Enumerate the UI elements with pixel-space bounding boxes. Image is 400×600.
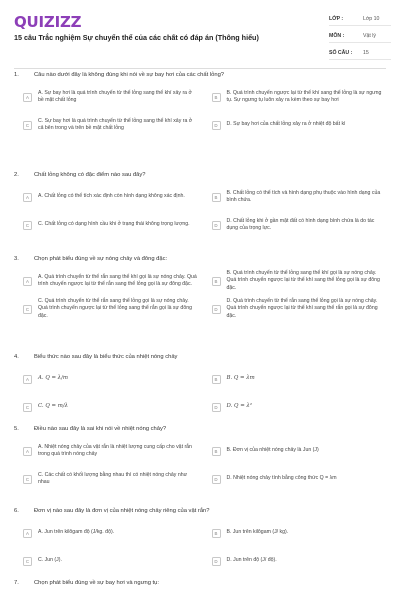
- option-letter-box[interactable]: A: [23, 93, 32, 102]
- option-text: A. Q = λ/m: [38, 375, 69, 382]
- answer-option-c[interactable]: [23, 114, 198, 136]
- answer-option-b[interactable]: [212, 186, 387, 208]
- option-text: D. Jun trên độ (J/ độ).: [226, 557, 277, 564]
- question-2: [0, 172, 400, 236]
- answer-options: [0, 368, 400, 418]
- option-text: B. Q = λm: [226, 375, 255, 382]
- question-header: [0, 426, 400, 432]
- header-divider: [14, 68, 386, 69]
- answer-option-b[interactable]: [212, 522, 387, 544]
- option-letter-box[interactable]: B: [212, 277, 221, 286]
- question-number: 3.: [14, 256, 19, 262]
- meta-value: 15: [363, 50, 369, 56]
- option-letter-box[interactable]: C: [23, 557, 32, 566]
- option-text: C. Jun (J).: [38, 557, 62, 564]
- question-number: 4.: [14, 354, 19, 360]
- option-text: A. Sự bay hơi là quá trình chuyển từ thể lỏng sang thể khí xảy ra ở bề mặt chất lỏng: [38, 89, 192, 103]
- question-6: [0, 508, 400, 572]
- question-7: [0, 580, 400, 586]
- question-text: Điều nào sau đây là sai khi nói về nhiệt nóng chảy?: [34, 426, 167, 432]
- question-number: 6.: [14, 508, 19, 514]
- answer-option-c[interactable]: [23, 468, 198, 490]
- option-letter-box[interactable]: A: [23, 529, 32, 538]
- answer-option-b[interactable]: [212, 368, 387, 390]
- question-5: [0, 426, 400, 490]
- option-letter-box[interactable]: B: [212, 529, 221, 538]
- option-text: D. Chất lỏng khi ở gần mặt đất có hình dạng bình chứa là do tác dụng của trọng lực.: [226, 217, 375, 231]
- answer-option-b[interactable]: [212, 440, 387, 462]
- option-text: C. Các chất có khối lượng bằng nhau thì có nhiệt nóng chảy như nhau: [38, 471, 188, 485]
- answer-option-d[interactable]: [212, 214, 387, 236]
- option-letter-box[interactable]: A: [23, 447, 32, 456]
- answer-options: [0, 186, 400, 236]
- answer-option-d[interactable]: [212, 550, 387, 572]
- answer-option-c[interactable]: [23, 550, 198, 572]
- option-letter-box[interactable]: D: [212, 475, 221, 484]
- meta-value: Lớp 10: [363, 16, 380, 22]
- answer-option-d[interactable]: [212, 114, 387, 136]
- option-letter-box[interactable]: D: [212, 557, 221, 566]
- question-header: [0, 580, 400, 586]
- option-letter-box[interactable]: B: [212, 375, 221, 384]
- option-letter-box[interactable]: D: [212, 121, 221, 130]
- answer-options: [0, 86, 400, 136]
- question-number: 7.: [14, 580, 19, 586]
- meta-row-class: [329, 13, 391, 26]
- question-text: Đơn vị nào sau đây là đơn vị của nhiệt nóng chảy riêng của vật rắn?: [34, 508, 210, 514]
- question-number: 2.: [14, 172, 19, 178]
- answer-option-a[interactable]: [23, 186, 198, 208]
- option-text: B. Chất lỏng có thể tích và hình dạng phụ thuộc vào hình dạng của bình chứa.: [226, 189, 381, 203]
- question-header: [0, 508, 400, 514]
- question-text: Biểu thức nào sau đây là biểu thức của nhiệt nóng chảy: [34, 354, 178, 360]
- question-1: [0, 72, 400, 136]
- question-text: Câu nào dưới đây là không đúng khi nói về sự bay hơi của các chất lỏng?: [34, 72, 225, 78]
- question-header: [0, 354, 400, 360]
- answer-option-a[interactable]: [23, 522, 198, 544]
- answer-option-c[interactable]: [23, 214, 198, 236]
- option-letter-box[interactable]: B: [212, 93, 221, 102]
- meta-label: LỚP :: [329, 16, 344, 22]
- question-text: Chọn phát biểu đúng về sự bay hơi và ngưng tụ:: [34, 580, 160, 586]
- answer-option-a[interactable]: [23, 270, 198, 292]
- answer-option-d[interactable]: [212, 298, 387, 320]
- option-text: D. Q = λ²: [226, 403, 252, 410]
- meta-row-count: [329, 47, 391, 60]
- question-text: Chọn phát biểu đúng về sự nóng chảy và đông đặc:: [34, 256, 168, 262]
- worksheet-title: 15 câu Trắc nghiệm Sự chuyển thể của các chất có đáp án (Thông hiểu): [14, 33, 259, 42]
- worksheet-header: [0, 0, 400, 68]
- answer-option-d[interactable]: [212, 396, 387, 418]
- question-4: [0, 354, 400, 418]
- option-letter-box[interactable]: D: [212, 221, 221, 230]
- option-text: B. Jun trên kilôgam (J/ kg).: [226, 529, 289, 536]
- meta-row-subject: [329, 30, 391, 43]
- question-header: [0, 72, 400, 78]
- question-3: [0, 256, 400, 320]
- option-letter-box[interactable]: C: [23, 403, 32, 412]
- option-letter-box[interactable]: A: [23, 277, 32, 286]
- question-header: [0, 172, 400, 178]
- option-letter-box[interactable]: A: [23, 375, 32, 384]
- answer-option-a[interactable]: [23, 86, 198, 108]
- meta-label: SỐ CÂU :: [329, 50, 353, 56]
- option-text: B. Đơn vị của nhiệt nóng chảy là Jun (J): [226, 447, 319, 454]
- question-number: 1.: [14, 72, 19, 78]
- answer-option-b[interactable]: [212, 86, 387, 108]
- option-text: A. Jun trên kilôgam độ (J/kg. độ).: [38, 529, 115, 536]
- answer-option-a[interactable]: [23, 368, 198, 390]
- meta-label: MÔN :: [329, 33, 345, 39]
- option-text: B. Quá trình chuyển ngược lại từ thể khí sang thể lỏng là sự ngưng tụ. Sự ngưng tụ luôn xảy ra kèm theo sự bay hơi: [226, 89, 382, 103]
- option-letter-box[interactable]: C: [23, 121, 32, 130]
- option-text: C. Q = m/λ: [38, 403, 69, 410]
- option-text: C. Quá trình chuyển từ thể rắn sang thể lỏng gọi là sự nóng chảy. Quá trình chuyển ngược lại từ thể lỏng sang thể rắn gọi là sự đông đặc.: [38, 298, 192, 319]
- option-letter-box[interactable]: C: [23, 305, 32, 314]
- quizizz-logo: QUIZIZZ: [14, 13, 82, 31]
- option-text: A. Chất lỏng có thể tích xác định còn hình dạng không xác định.: [38, 193, 185, 200]
- worksheet-meta: [329, 13, 391, 64]
- answer-options: [0, 440, 400, 490]
- option-text: A. Quá trình chuyển từ thể rắn sang thể khí gọi là sự nóng chảy. Quá trình chuyển ngược lại từ thể rắn sang thể lỏng gọi là sự đông đặc.: [38, 273, 197, 287]
- option-text: C. Sự bay hơi là quá trình chuyển từ thể lỏng sang thể khí xảy ra ở cả bên trong và trên bề mặt chất lỏng: [38, 117, 193, 131]
- option-letter-box[interactable]: B: [212, 447, 221, 456]
- question-header: [0, 256, 400, 262]
- option-text: A. Nhiệt nóng chảy của vật rắn là nhiệt lượng cung cấp cho vật rắn trong quá trình nóng chảy: [38, 443, 192, 457]
- answer-option-a[interactable]: [23, 440, 198, 462]
- answer-option-c[interactable]: [23, 298, 198, 320]
- question-number: 5.: [14, 426, 19, 432]
- option-letter-box[interactable]: C: [23, 475, 32, 484]
- option-text: C. Chất lỏng có dạng hình cầu khi ở trạng thái không trọng lượng.: [38, 221, 190, 228]
- answer-options: [0, 270, 400, 320]
- option-text: B. Quá trình chuyển từ thể lỏng sang thể khí gọi là sự nóng chảy. Quá trình chuyển ngược lại từ thể khí sang thể lỏng gọi là sự đông đặc.: [226, 270, 380, 291]
- option-text: D. Nhiệt nóng chảy tính bằng công thức Q = λm: [226, 475, 337, 482]
- answer-option-b[interactable]: [212, 270, 387, 292]
- option-letter-box[interactable]: C: [23, 221, 32, 230]
- meta-value: Vật lý: [363, 33, 376, 39]
- option-letter-box[interactable]: A: [23, 193, 32, 202]
- answer-option-d[interactable]: [212, 468, 387, 490]
- option-text: D. Quá trình chuyển từ thể rắn sang thể lỏng gọi là sự nóng chảy. Quá trình chuyển ngược lại từ thể khí sang thể rắn gọi là sự đông đặc.: [226, 298, 378, 319]
- option-text: D. Sự bay hơi của chất lỏng xảy ra ở nhiệt độ bất kì: [226, 121, 346, 128]
- option-letter-box[interactable]: B: [212, 193, 221, 202]
- answer-options: [0, 522, 400, 572]
- option-letter-box[interactable]: D: [212, 305, 221, 314]
- question-text: Chất lỏng không có đặc điểm nào sau đây?: [34, 172, 146, 178]
- answer-option-c[interactable]: [23, 396, 198, 418]
- option-letter-box[interactable]: D: [212, 403, 221, 412]
